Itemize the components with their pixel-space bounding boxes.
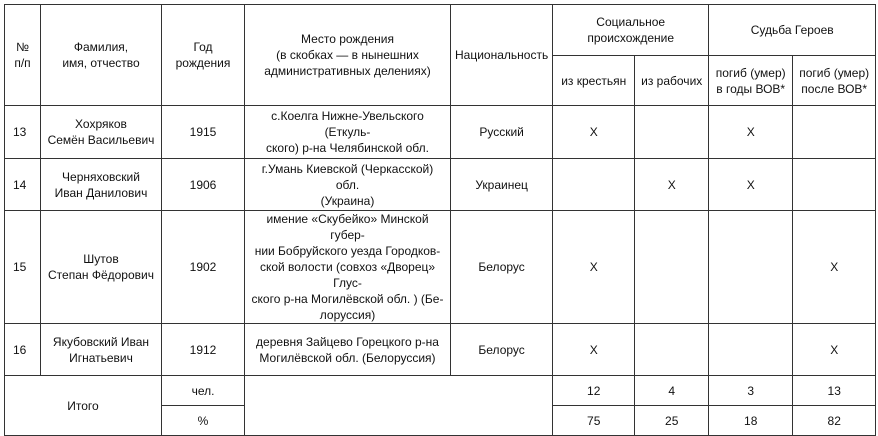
header-social-line: Социальное [596,15,666,29]
header-birthplace-line: административных делениях) [264,64,431,78]
table-row [5,106,876,159]
cell-birthplace-line: Могилёвской обл. (Белоруссия) [259,350,436,365]
cell-birthplace-line: г.Умань Киевской (Черкасской) обл. [261,161,434,192]
cell-died-war [709,211,793,324]
header-year-line: Год [193,40,213,54]
cell-died-after [793,106,876,159]
totals-abs-died-after: 13 [793,376,876,406]
totals-abs-died-war: 3 [709,376,793,406]
cell-birthplace-line: нии Бобруйского уезда Городков- [254,244,441,258]
cell-died-after: Х [793,324,876,376]
header-num-line: № [16,40,29,54]
header-fate-after-line: после ВОВ* [801,81,868,96]
totals-label: Итого [5,376,162,436]
header-fate-war [709,56,793,106]
cell-peasant: Х [553,324,635,376]
cell-birthplace [245,159,451,211]
cell-name-line: Иван Данилович [54,185,148,200]
cell-nationality: Русский [451,106,553,159]
cell-died-war [709,324,793,376]
header-num-line: п/п [14,56,31,70]
header-nationality: Национальность [451,5,553,106]
header-fate-war-line: в годы ВОВ* [716,81,786,96]
cell-name-line: Черняховский [62,169,140,184]
header-fate: Судьба Героев [709,5,876,56]
cell-birthplace-line: деревня Зайцево Горецкого р-на [256,334,439,349]
header-num [5,5,41,106]
cell-nationality: Белорус [451,324,553,376]
cell-year: 1915 [162,106,245,159]
totals-pct-worker: 25 [635,406,709,436]
cell-birthplace-line: ского р-на Могилёвской обл. ) (Бе- [251,292,444,306]
cell-name-line: Игнатьевич [69,350,133,365]
cell-peasant: Х [553,211,635,324]
header-name-line: Фамилия, [73,40,129,54]
table-row [5,211,876,324]
header-name [41,5,162,106]
cell-name-line: Якубовский Иван [52,334,150,349]
cell-worker [635,324,709,376]
header-social-peasant: из крестьян [553,56,635,106]
table-wrapper [4,4,876,436]
totals-row-abs [5,376,876,406]
totals-abs-worker: 4 [635,376,709,406]
cell-nationality: Белорус [451,211,553,324]
totals-abs-label: чел. [162,376,245,406]
cell-died-after [793,159,876,211]
cell-worker [635,211,709,324]
cell-died-war: Х [709,106,793,159]
header-name-line: имя, отчество [62,56,140,70]
cell-birthplace [245,211,451,324]
header-year-line: рождения [175,56,231,70]
cell-name [41,106,162,159]
table-row [5,324,876,376]
header-social-worker: из рабочих [635,56,709,106]
totals-abs-peasant: 12 [553,376,635,406]
cell-year: 1902 [162,211,245,324]
cell-birthplace [245,106,451,159]
cell-died-after: Х [793,211,876,324]
header-fate-after [793,56,876,106]
cell-birthplace-line: ского) р-на Челябинской обл. [266,141,429,155]
cell-worker: Х [635,159,709,211]
totals-pct-died-war: 18 [709,406,793,436]
header-social-line: происхождение [587,31,675,45]
cell-birthplace-line: (Украина) [320,193,375,208]
header-birthplace-line: (в скобках — в нынешних [276,48,419,62]
cell-birthplace [245,324,451,376]
header-social [553,5,709,56]
cell-peasant: Х [553,106,635,159]
cell-nationality: Украинец [451,159,553,211]
cell-birthplace-line: ской волости (совхоз «Дворец» Глус- [259,260,436,290]
cell-num: 13 [5,106,41,159]
cell-died-war: Х [709,159,793,211]
cell-name-line: Семён Васильевич [47,133,155,147]
totals-pct-peasant: 75 [553,406,635,436]
cell-birthplace-line: лоруссия) [319,308,376,322]
totals-pct-died-after: 82 [793,406,876,436]
heroes-table [4,4,876,436]
cell-name-line: Хохряков [75,117,127,131]
table-row [5,159,876,211]
cell-birthplace-line: имение «Скубейко» Минской губер- [266,212,429,242]
header-fate-war-line: погиб (умер) [715,65,786,80]
cell-num: 16 [5,324,41,376]
cell-name-line: Шутов [83,252,119,266]
cell-birthplace-line: с.Коелга Нижне-Увельского (Еткуль- [271,109,424,139]
header-birthplace [245,5,451,106]
cell-year: 1912 [162,324,245,376]
cell-peasant [553,159,635,211]
totals-empty [245,376,553,436]
cell-worker [635,106,709,159]
cell-num: 15 [5,211,41,324]
header-birthplace-line: Место рождения [301,32,394,46]
cell-year: 1906 [162,159,245,211]
cell-name [41,159,162,211]
totals-pct-label: % [162,406,245,436]
cell-name-line: Степан Фёдорович [48,268,154,282]
header-fate-after-line: погиб (умер) [799,65,870,80]
header-row-1 [5,5,876,56]
cell-num: 14 [5,159,41,211]
cell-name [41,211,162,324]
header-year [162,5,245,106]
cell-name [41,324,162,376]
